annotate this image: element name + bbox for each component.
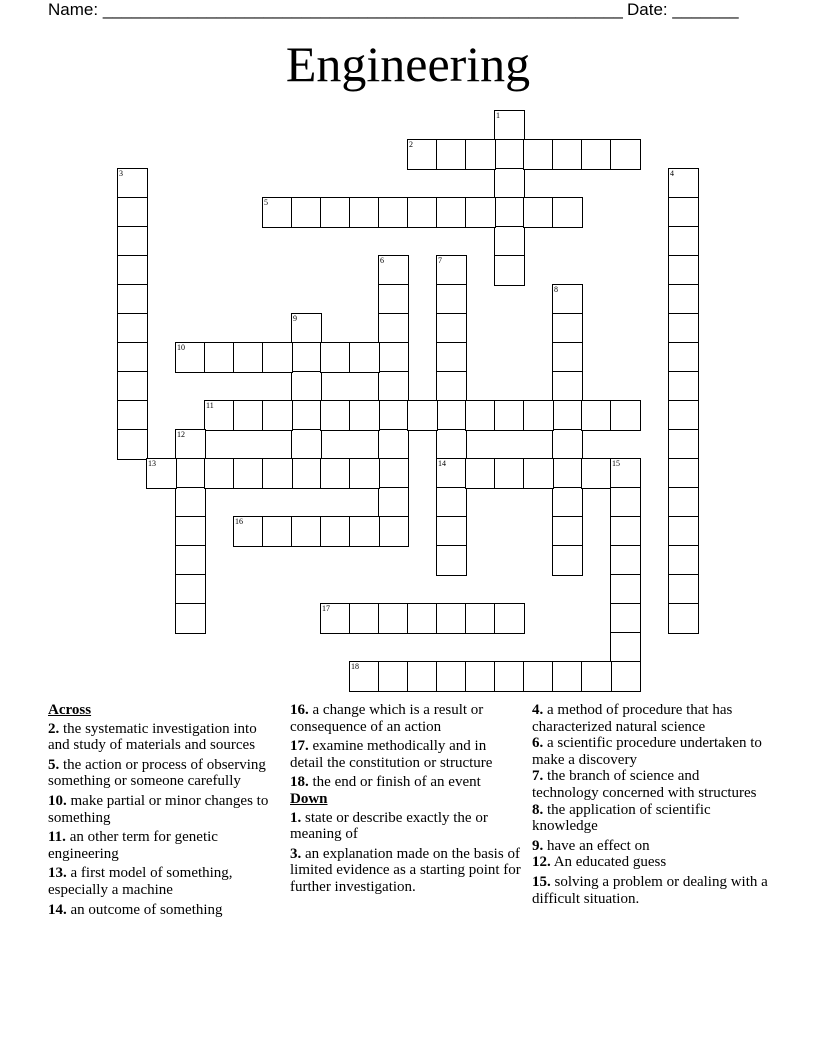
crossword-cell[interactable] [378,284,409,315]
crossword-cell[interactable] [262,516,293,547]
cell-number: 3 [119,169,123,178]
crossword-cell[interactable] [349,400,380,431]
crossword-cell[interactable] [378,516,409,547]
crossword-cell[interactable] [494,661,525,692]
cell-number: 10 [177,343,185,352]
crossword-cell[interactable] [436,487,467,518]
across-heading: Across [48,702,92,718]
crossword-cell[interactable] [436,545,467,576]
crossword-cell[interactable] [175,603,206,634]
name-blank[interactable]: _______________________________________________________ [102,0,623,19]
crossword-cell[interactable] [552,487,583,518]
crossword-cell[interactable] [668,197,699,228]
crossword-cell[interactable] [175,574,206,605]
cell-number: 14 [438,459,446,468]
clue-across-17: 17. examine methodically and in detail the constitution or structure [290,738,493,771]
clue-across-16: 16. a change which is a result or consequence of an action [290,702,484,735]
crossword-cell[interactable] [262,400,293,431]
crossword-cell[interactable] [436,313,467,344]
clue-across-14: 14. an outcome of something [48,901,223,918]
crossword-cell[interactable] [668,458,699,489]
crossword-cell[interactable] [610,487,641,518]
crossword-cell[interactable] [610,139,641,170]
clue-down-4: 4. a method of procedure that has characterized natural science [532,702,733,735]
clue-across-13: 13. a first model of something, especially a machine [48,865,233,898]
crossword-cell[interactable] [117,255,148,286]
crossword-cell[interactable] [610,400,641,431]
crossword-cell[interactable] [175,342,206,373]
crossword-cell[interactable] [668,168,699,199]
crossword-cell[interactable] [349,197,380,228]
crossword-cell[interactable] [523,400,554,431]
crossword-cell[interactable] [552,429,583,460]
crossword-cell[interactable] [146,458,177,489]
crossword-cell[interactable] [610,516,641,547]
crossword-cell[interactable] [668,371,699,402]
crossword-cell[interactable] [378,313,409,344]
crossword-cell[interactable] [436,429,467,460]
crossword-cell[interactable] [407,197,438,228]
crossword-cell[interactable] [233,516,264,547]
cell-number: 7 [438,256,442,265]
crossword-cell[interactable] [581,661,612,692]
crossword-cell[interactable] [378,255,409,286]
crossword-cell[interactable] [407,400,438,431]
crossword-cell[interactable] [581,458,612,489]
cell-number: 4 [670,169,674,178]
clue-column-3 [532,702,768,910]
crossword-cell[interactable] [378,400,409,431]
crossword-cell[interactable] [668,284,699,315]
crossword-cell[interactable] [436,371,467,402]
crossword-cell[interactable] [610,545,641,576]
crossword-cell[interactable] [204,400,235,431]
crossword-cell[interactable] [436,603,467,634]
crossword-cell[interactable] [552,400,583,431]
crossword-cell[interactable] [552,545,583,576]
crossword-cell[interactable] [291,429,322,460]
crossword-cell[interactable] [175,429,206,460]
crossword-cell[interactable] [494,197,525,228]
crossword-cell[interactable] [407,603,438,634]
crossword-cell[interactable] [610,458,641,489]
cell-number: 11 [206,401,214,410]
crossword-cell[interactable] [494,110,525,141]
crossword-cell[interactable] [436,458,467,489]
crossword-cell[interactable] [117,371,148,402]
crossword-cell[interactable] [233,458,264,489]
crossword-cell[interactable] [552,197,583,228]
crossword-cell[interactable] [668,516,699,547]
crossword-cell[interactable] [610,632,641,663]
date-label: Date: [627,0,668,19]
crossword-cell[interactable] [378,603,409,634]
crossword-cell[interactable] [581,139,612,170]
date-blank[interactable]: _______ [672,0,739,19]
crossword-cell[interactable] [378,458,409,489]
crossword-cell[interactable] [465,661,496,692]
crossword-cell[interactable] [581,400,612,431]
clue-column-1 [48,702,280,921]
crossword-cell[interactable] [378,197,409,228]
crossword-cell[interactable] [175,458,206,489]
crossword-cell[interactable] [552,371,583,402]
crossword-cell[interactable] [407,661,438,692]
clue-across-18: 18. the end or finish of an event [290,774,481,791]
crossword-cell[interactable] [523,197,554,228]
cell-number: 5 [264,198,268,207]
crossword-cell[interactable] [291,516,322,547]
crossword-cell[interactable] [523,139,554,170]
crossword-cell[interactable] [552,313,583,344]
crossword-cell[interactable] [552,139,583,170]
clue-down-3: 3. an explanation made on the basis of limited evidence as a starting point for further investigation. [290,845,521,895]
cell-number: 6 [380,256,384,265]
crossword-cell[interactable] [291,313,322,344]
crossword-cell[interactable] [668,545,699,576]
crossword-cell[interactable] [378,487,409,518]
crossword-cell[interactable] [668,313,699,344]
crossword-cell[interactable] [668,487,699,518]
crossword-cell[interactable] [668,226,699,257]
crossword-cell[interactable] [610,574,641,605]
cell-number: 18 [351,662,359,671]
crossword-cell[interactable] [436,342,467,373]
clue-across-5: 5. the action or process of observing something or someone carefully [48,756,266,790]
down-heading: Down [290,790,328,807]
crossword-cell[interactable] [407,139,438,170]
crossword-cell[interactable] [552,342,583,373]
clue-down-7: 7. the branch of science and technology concerned with structures [532,768,757,801]
cell-number: 13 [148,459,156,468]
crossword-cell[interactable] [262,197,293,228]
crossword-cell[interactable] [204,458,235,489]
clue-across-11: 11. an other term for genetic engineering [48,829,218,862]
page-title: Engineering [285,36,531,92]
crossword-cell[interactable] [175,487,206,518]
crossword-cell[interactable] [117,226,148,257]
crossword-cell[interactable] [262,458,293,489]
crossword-cell[interactable] [552,516,583,547]
crossword-cell[interactable] [523,661,554,692]
crossword-cell[interactable] [465,197,496,228]
cell-number: 16 [235,517,243,526]
clue-across-2: 2. the systematic investigation into and study of materials and sources [48,720,257,754]
cell-number: 17 [322,604,330,613]
crossword-cell[interactable] [117,429,148,460]
crossword-cell[interactable] [378,429,409,460]
crossword-cell[interactable] [378,661,409,692]
crossword-cell[interactable] [610,603,641,634]
clue-down-8: 8. the application of scientific knowledge [532,801,711,835]
crossword-cell[interactable] [320,603,351,634]
crossword-cell[interactable] [378,342,409,373]
crossword-cell[interactable] [494,458,525,489]
crossword-cell[interactable] [436,197,467,228]
cell-number: 9 [293,314,297,323]
crossword-cell[interactable] [610,661,641,692]
crossword-cell[interactable] [233,400,264,431]
crossword-cell[interactable] [668,574,699,605]
crossword-cell[interactable] [117,400,148,431]
crossword-cell[interactable] [320,400,351,431]
crossword-cell[interactable] [436,255,467,286]
crossword-cell[interactable] [668,342,699,373]
clue-down-12: 12. An educated guess [532,854,667,871]
crossword-cell[interactable] [117,342,148,373]
crossword-cell[interactable] [494,139,525,170]
crossword-cell[interactable] [465,603,496,634]
clue-across-10: 10. make partial or minor changes to something [48,792,269,826]
crossword-cell[interactable] [320,516,351,547]
crossword-cell[interactable] [204,342,235,373]
crossword-cell[interactable] [291,458,322,489]
crossword-cell[interactable] [175,545,206,576]
crossword-cell[interactable] [494,168,525,199]
crossword-cell[interactable] [465,400,496,431]
crossword-cell[interactable] [668,603,699,634]
cell-number: 2 [409,140,413,149]
crossword-cell[interactable] [291,371,322,402]
crossword-cell[interactable] [436,661,467,692]
cell-number: 15 [612,459,620,468]
cell-number: 1 [496,111,500,120]
crossword-cell[interactable] [668,255,699,286]
crossword-cell[interactable] [117,313,148,344]
crossword-cell[interactable] [320,197,351,228]
clue-down-1: 1. state or describe exactly the or meaning of [290,809,488,843]
name-label: Name: [48,0,99,19]
crossword-cell[interactable] [436,516,467,547]
crossword-cell[interactable] [552,284,583,315]
crossword-cell[interactable] [436,400,467,431]
crossword-cell[interactable] [523,458,554,489]
crossword-cell[interactable] [494,255,525,286]
clue-down-15: 15. solving a problem or dealing with a difficult situation. [532,873,768,907]
crossword-cell[interactable] [233,342,264,373]
crossword-cell[interactable] [552,458,583,489]
crossword-cell[interactable] [465,139,496,170]
crossword-cell[interactable] [668,429,699,460]
crossword-cell[interactable] [117,168,148,199]
crossword-cell[interactable] [349,342,380,373]
crossword-cell[interactable] [262,342,293,373]
crossword-cell[interactable] [291,197,322,228]
crossword-cell[interactable] [436,139,467,170]
crossword-cell[interactable] [494,400,525,431]
crossword-cell[interactable] [117,197,148,228]
crossword-cell[interactable] [349,661,380,692]
cell-number: 8 [554,285,558,294]
crossword-cell[interactable] [320,458,351,489]
crossword-cell[interactable] [349,458,380,489]
crossword-cell[interactable] [494,603,525,634]
clue-down-6: 6. a scientific procedure undertaken to make a discovery [532,735,762,768]
crossword-cell[interactable] [668,400,699,431]
crossword-cell[interactable] [349,603,380,634]
crossword-cell[interactable] [378,371,409,402]
crossword-cell[interactable] [349,516,380,547]
crossword-cell[interactable] [320,342,351,373]
crossword-cell[interactable] [175,516,206,547]
clue-down-9: 9. have an effect on [532,837,650,854]
crossword-cell[interactable] [117,284,148,315]
crossword-cell[interactable] [436,284,467,315]
crossword-cell[interactable] [465,458,496,489]
clue-column-2 [290,702,522,899]
crossword-cell[interactable] [291,400,322,431]
crossword-cell[interactable] [552,661,583,692]
cell-number: 12 [177,430,185,439]
crossword-cell[interactable] [291,342,322,373]
crossword-cell[interactable] [494,226,525,257]
